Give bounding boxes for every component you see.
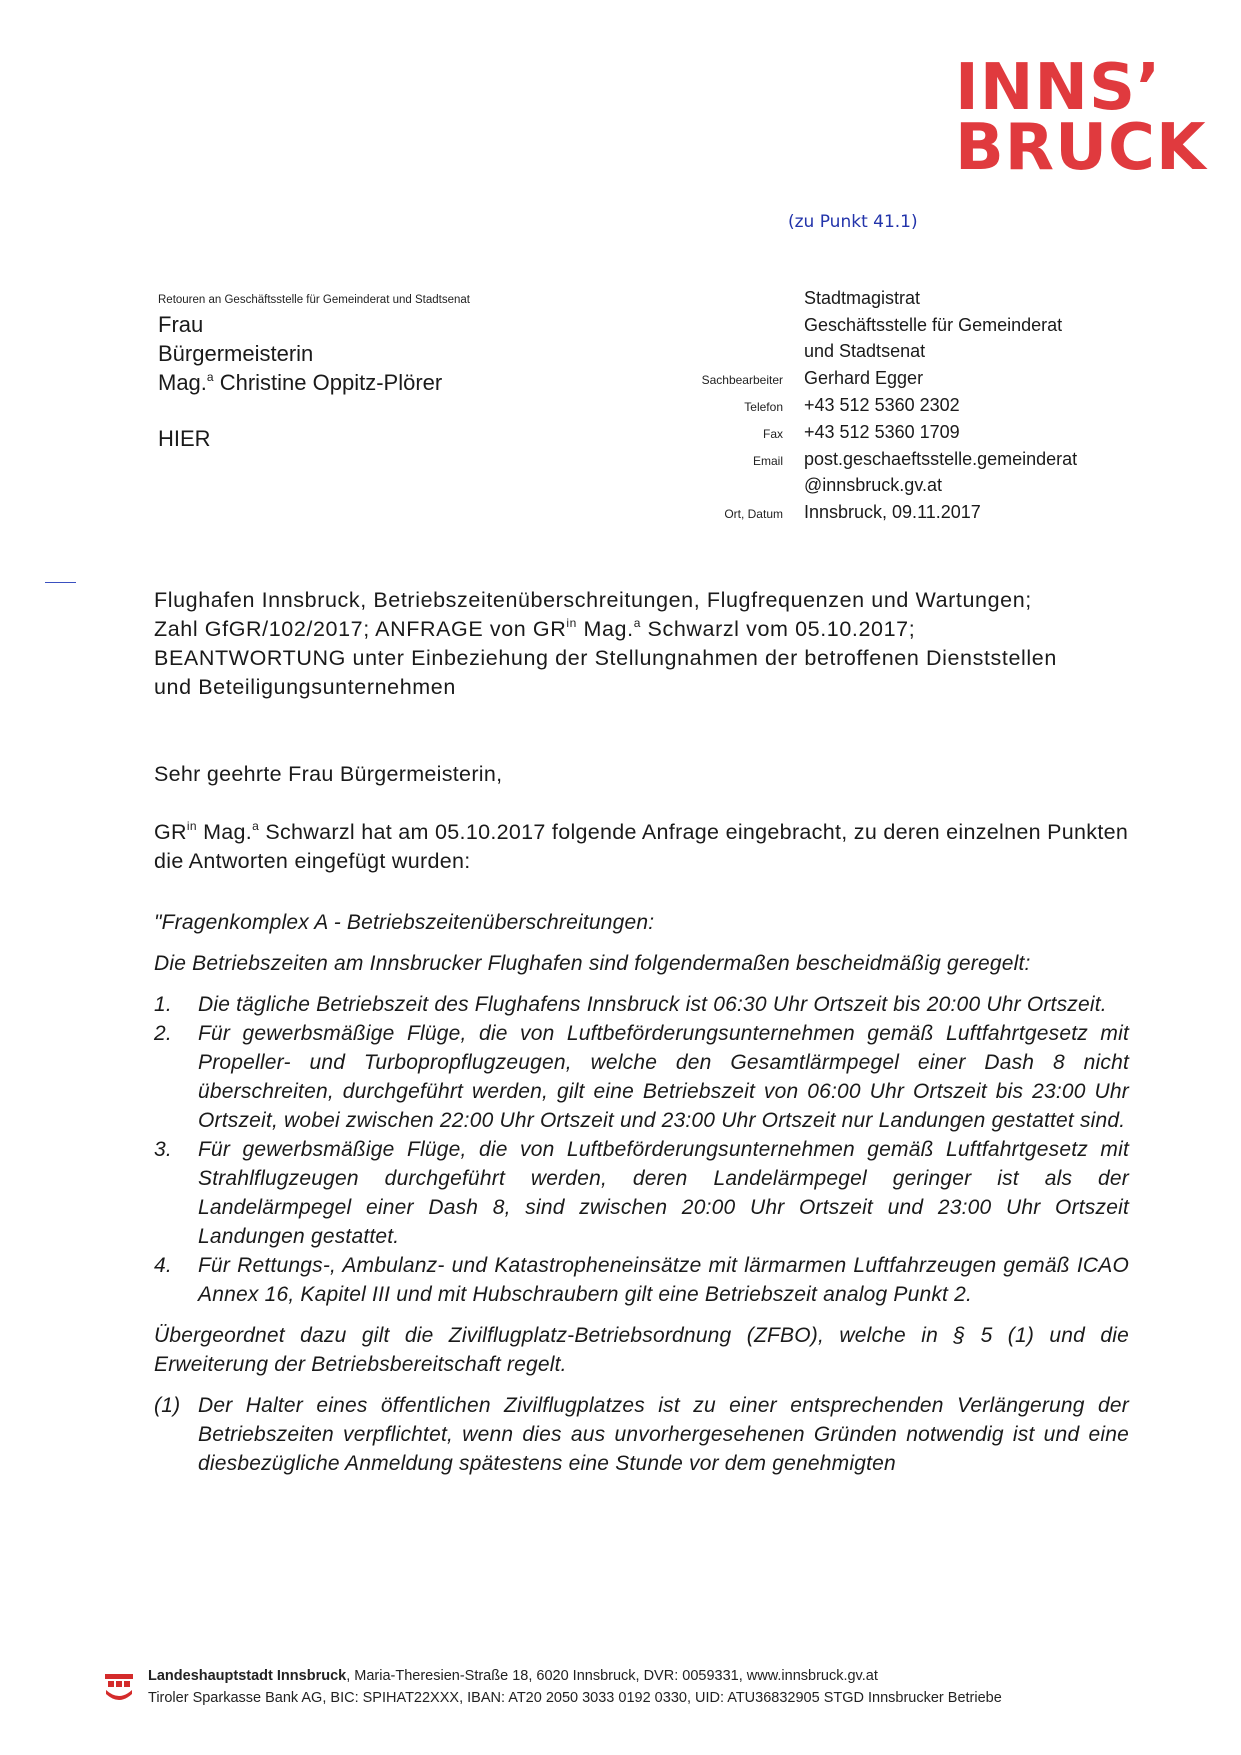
date-value: Innsbruck, 09.11.2017 — [804, 502, 981, 523]
subject-line-2: Zahl GfGR/102/2017; ANFRAGE von $GR^{in}$ Mag.$^a$ Schwarzl vom 05.10.2017; — [154, 616, 916, 641]
fax-value: +43 512 5360 1709 — [804, 421, 960, 442]
email-label: Email — [752, 453, 783, 468]
recipient-line-2: Bürgermeisterin — [158, 341, 314, 366]
logo-line-1: INNS’ — [955, 51, 1162, 125]
footer-line-1: Landeshauptstadt Innsbruck, Maria-Theresien-Straße 18, 6020 Innsbruck, DVR: 0059331, www.innsbruck.gv.at — [148, 1668, 878, 1684]
sender-block — [600, 284, 1160, 525]
list-item: 2. Für gewerbsmäßige Flüge, die von Luftbeförderungsunternehmen gemäß Luftfahrtgesetz mit Propeller- und Turbopropflugzeugen, welche den Gesamtlärmpegel einer Dash 8 nicht überschreiten, durchgeführt werden, gilt eine Betriebszeit von 06:00 Uhr Ortszeit bis 23:00 Uhr Ortszeit, wobei zwischen 22:00 Uhr Ortszeit und 23:00 Uhr Ortszeit nur Landungen gestattet sind. — [154, 1022, 1129, 1132]
flag-block-icon — [124, 1681, 130, 1687]
overarching-rule: Übergeordnet dazu gilt die Zivilflugplatz-Betriebsordnung (ZFBO), welche in § 5 (1) und die Erweiterung der Betriebsbereitschaft regelt. — [154, 1324, 1129, 1376]
return-note: Retouren an Geschäftsstelle für Gemeinderat und Stadtsenat — [158, 294, 470, 306]
sender-dept-1: Stadtmagistrat — [804, 287, 921, 308]
email-value-1: post.geschaeftsstelle.gemeinderat — [804, 448, 1078, 469]
recipient-address — [158, 310, 442, 397]
clerk-label: Sachbearbeiter — [701, 373, 783, 388]
email-value-2: @innsbruck.gv.at — [804, 475, 942, 496]
list-item: 3. Für gewerbsmäßige Flüge, die von Luftbeförderungsunternehmen gemäß Luftfahrtgesetz mit Strahlflugzeugen durchgeführt werden, deren Landelärmpegel geringer ist als der Landelärmpegel einer Dash 8, sind zwischen 20:00 Uhr Ortszeit und 23:00 Uhr Ortszeit Landungen gestattet. — [154, 1138, 1129, 1248]
flag-stripe-icon — [105, 1674, 133, 1679]
question-lead: Die Betriebszeiten am Innsbrucker Flughafen sind folgendermaßen bescheidmäßig geregelt: — [154, 952, 1031, 975]
city-flag-icon — [104, 1672, 134, 1702]
sender-dept-2: Geschäftsstelle für Gemeinderat — [804, 314, 1063, 335]
recipient-name: Mag.$^a$ Christine Oppitz-Plörer — [158, 370, 443, 395]
question-heading: "Fragenkomplex A - Betriebszeitenüberschreitungen: — [154, 911, 655, 934]
sender-dept-3: und Stadtsenat — [804, 341, 926, 362]
list-item: 1. Die tägliche Betriebszeit des Flughafens Innsbruck ist 06:30 Uhr Ortszeit bis 20:00 Uhr Ortszeit. — [154, 993, 1107, 1016]
subject-line-3: BEANTWORTUNG unter Einbeziehung der Stellungnahmen der betroffenen Dienststellen — [154, 646, 1057, 670]
reference-note: (zu Punkt 41.1) — [788, 212, 918, 232]
question-body — [154, 908, 1129, 1478]
subject-line-4: und Beteiligungsunternehmen — [154, 675, 456, 699]
flag-block-icon — [108, 1681, 114, 1687]
phone-value: +43 512 5360 2302 — [804, 394, 960, 415]
flag-block-icon — [116, 1681, 122, 1687]
date-label: Ort, Datum — [724, 507, 783, 522]
margin-mark — [45, 582, 76, 583]
recipient-location: HIER — [158, 426, 211, 451]
salutation: Sehr geehrte Frau Bürgermeisterin, — [154, 762, 503, 786]
zfbo-paragraph: (1) Der Halter eines öffentlichen Zivilflugplatzes ist zu einer entsprechenden Verlängerung der Betriebszeiten verpflichtet, wenn dies aus unvorhergesehenen Gründen notwendig ist und eine diesbezügliche Anmeldung spätestens eine Stunde vor dem genehmigten — [154, 1394, 1129, 1475]
innsbruck-logo — [955, 51, 1207, 185]
flag-arc-icon — [106, 1690, 132, 1700]
recipient-line-1: Frau — [158, 312, 204, 337]
intro-paragraph: $GR^{in}$ Mag.$^a$ Schwarzl hat am 05.10.2017 folgende Anfrage eingebracht, zu deren einzelnen Punkten die Antworten eingefügt wurden: — [154, 819, 1129, 873]
fax-label: Fax — [762, 426, 783, 441]
logo-line-2: BRUCK — [955, 111, 1207, 185]
list-item: 4. Für Rettungs-, Ambulanz- und Katastropheneinsätze mit lärmarmen Luftfahrzeugen gemäß ICAO Annex 16, Kapitel III und mit Hubschraubern gilt eine Betriebszeit analog Punkt 2. — [154, 1254, 1129, 1306]
footer-line-2: Tiroler Sparkasse Bank AG, BIC: SPIHAT22XXX, IBAN: AT20 2050 3033 0192 0330, UID: ATU36832905 STGD Innsbrucker Betriebe — [148, 1690, 1002, 1706]
clerk-value: Gerhard Egger — [804, 368, 924, 389]
subject-line-1: Flughafen Innsbruck, Betriebszeitenüberschreitungen, Flugfrequenzen und Wartungen; — [154, 588, 1032, 612]
subject — [154, 586, 1144, 702]
phone-label: Telefon — [744, 399, 783, 414]
